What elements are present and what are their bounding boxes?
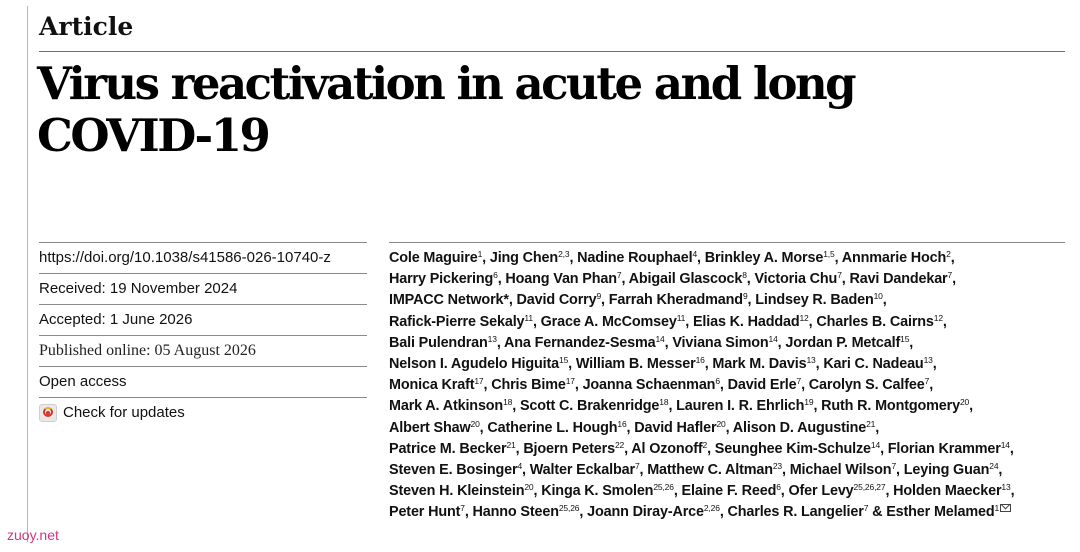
author-affiliation[interactable]: 17 [565,376,575,387]
authors-rule [389,242,1065,243]
author-name[interactable]: Catherine L. Hough [487,419,618,436]
author-affiliation[interactable]: 11 [524,312,533,323]
author-name[interactable]: Lindsey R. Baden [755,292,874,309]
author-name[interactable]: Lauren I. R. Ehrlich [676,398,805,415]
author-name[interactable]: David Erle [727,377,797,394]
author-affiliation[interactable]: 20 [524,482,534,493]
author-name[interactable]: Kari C. Nadeau [823,356,924,373]
author-affiliation[interactable]: 4 [692,249,698,259]
author-affiliation[interactable]: 22 [614,439,625,450]
author-affiliation[interactable]: 2,26 [703,503,720,514]
author-line: Peter Hunt$^7$, Hanno Steen$^{25,26}$, Joann Diray-Arce$^{2,26}$, Charles R. Langelier$^7$ & Esther Melamed$^1$ [389,502,1079,523]
author-affiliation[interactable]: 19 [804,397,814,408]
author-line: Rafick-Pierre Sekaly$^{11}$, Grace A. McComsey$^{11}$, Elias K. Haddad$^{12}$, Charles B. Cairns$^{12}$, [389,312,947,330]
author-line: IMPACC Network*, David Corry$^9$, Farrah Kheradmand$^9$, Lindsey R. Baden$^{10}$, [389,291,887,309]
watermark: zuoy.net [7,527,59,543]
author-name[interactable]: Walter Eckalbar [529,462,635,479]
published-date: Published online: 05 August 2026 [39,342,256,359]
author-name[interactable]: Hanno Steen [472,504,559,521]
author-line: Albert Shaw$^{20}$, Catherine L. Hough$^{16}$, David Hafler$^{20}$, Alison D. Augustine$^{21}$, [389,418,880,436]
article-type-label: Article [39,12,134,41]
author-affiliation[interactable]: 7 [616,270,622,281]
author-name[interactable]: Leying Guan [903,462,990,479]
author-affiliation[interactable]: 12 [799,312,809,323]
doi-row [39,242,367,273]
author-name[interactable]: Ana Fernandez-Sesma [503,334,656,351]
author-affiliation[interactable]: 15 [559,355,569,366]
accepted-row [39,304,367,335]
author-line: Harry Pickering$^6$, Hoang Van Phan$^7$, Abigail Glascock$^8$, Victoria Chu$^7$, Ravi Dandekar$^7$, [389,270,956,288]
author-affiliation[interactable]: 16 [695,355,705,366]
author-name[interactable]: Steven H. Kleinstein [389,483,525,500]
author-name[interactable]: Mark M. Davis [712,356,807,373]
author-affiliation[interactable]: 8 [742,270,747,281]
author-affiliation[interactable]: 21 [506,439,516,450]
author-affiliation[interactable]: 1 [994,503,1000,514]
author-name[interactable]: Viviana Simon [672,334,769,351]
author-name[interactable]: Brinkley A. Morse [704,250,824,266]
author-name[interactable]: Rafick-Pierre Sekaly [389,313,525,330]
author-affiliation[interactable]: 7 [947,270,953,281]
author-name[interactable]: Farrah Kheradmand [608,292,743,309]
author-name[interactable]: Nadine Rouphael [577,250,693,266]
author-name[interactable]: Grace A. McComsey [540,313,677,330]
open-access-label: Open access [39,373,127,390]
author-name[interactable]: IMPACC Network* [389,292,509,309]
author-name[interactable]: Alison D. Augustine [732,419,867,436]
author-name[interactable]: Elias K. Haddad [692,313,800,330]
check-updates-icon[interactable] [39,404,57,422]
author-affiliation[interactable]: 7 [634,461,640,472]
author-name[interactable]: Steven E. Bosinger [389,462,518,479]
author-affiliation[interactable]: 7 [460,503,465,514]
mail-icon[interactable] [1000,504,1011,512]
author-affiliation[interactable]: 18 [659,397,669,408]
author-line: Patrice M. Becker$^{21}$, Bjoern Peters$^{22}$, Al Ozonoff$^2$, Seunghee Kim-Schulze$^{14}$, Florian Krammer$^{14}$, [389,439,1014,457]
author-affiliation[interactable]: 16 [617,418,627,429]
author-affiliation[interactable]: 7 [891,461,897,472]
header-rule [39,51,1065,52]
author-name[interactable]: Charles R. Langelier [727,504,864,521]
author-affiliation[interactable]: 2 [946,249,951,259]
author-affiliation[interactable]: 15 [900,333,910,344]
author-name[interactable]: Jordan P. Metcalf [785,334,901,351]
author-affiliation[interactable]: 13 [1001,482,1011,493]
author-name[interactable]: Abigail Glascock [628,271,743,288]
author-name[interactable]: Peter Hunt [389,504,461,521]
author-affiliation[interactable]: 14 [655,333,665,344]
author-affiliation[interactable]: 14 [870,439,881,450]
received-date: Received: 19 November 2024 [39,280,238,297]
author-affiliation[interactable]: 20 [470,418,480,429]
author-name[interactable]: Scott C. Brakenridge [519,398,660,415]
author-name[interactable]: Hoang Van Phan [505,271,617,288]
author-affiliation[interactable]: 13 [923,355,933,366]
author-line: Monica Kraft$^{17}$, Chris Bime$^{17}$, Joanna Schaenman$^6$, David Erle$^7$, Carolyn S. Calfee$^7$, [389,376,934,394]
author-name[interactable]: Joanna Schaenman [582,377,716,394]
author-name[interactable]: Matthew C. Altman [647,462,773,479]
author-name[interactable]: Florian Krammer [887,440,1001,457]
author-list [389,248,1079,524]
author-affiliation[interactable]: 21 [866,418,876,429]
author-affiliation[interactable]: 9 [596,291,602,302]
author-affiliation[interactable]: 7 [796,376,802,387]
author-affiliation[interactable]: 6 [493,270,498,281]
author-affiliation[interactable]: 13 [806,355,816,366]
author-name[interactable]: Albert Shaw [389,419,471,436]
author-name[interactable]: Elaine F. Reed [681,483,777,500]
author-affiliation[interactable]: 7 [924,376,930,387]
author-name[interactable]: Kinga K. Smolen [541,483,654,500]
received-row [39,273,367,304]
author-affiliation[interactable]: 1 [477,249,483,259]
author-affiliation[interactable]: 23 [772,461,783,472]
author-affiliation[interactable]: 24 [989,461,999,472]
author-name[interactable]: Seunghee Kim-Schulze [714,440,871,457]
author-name[interactable]: Esther Melamed [886,504,995,521]
author-line: Steven H. Kleinstein$^{20}$, Kinga K. Smolen$^{25,26}$, Elaine F. Reed$^6$, Ofer Levy$^{25,26,27}$, Holden Maecker$^{13}$, [389,482,1015,500]
title-line-1: Virus reactivation in acute and long [37,57,855,110]
article-title [37,58,1037,162]
author-name[interactable]: Bjoern Peters [523,440,615,457]
author-name[interactable]: Charles B. Cairns [816,313,934,330]
accepted-date: Accepted: 1 June 2026 [39,311,193,328]
author-line: Mark A. Atkinson$^{18}$, Scott C. Brakenridge$^{18}$, Lauren I. R. Ehrlich$^{19}$, Ruth R. Montgomery$^{20}$, [389,397,973,415]
author-name[interactable]: David Hafler [634,419,717,436]
author-affiliation[interactable]: 20 [716,418,726,429]
author-affiliation[interactable]: 4 [517,461,523,472]
author-name[interactable]: Annmarie Hoch [841,250,947,266]
author-affiliation[interactable]: 17 [474,376,484,387]
doi-link[interactable]: https://doi.org/10.1038/s41586-026-10740-z [39,249,331,266]
author-affiliation[interactable]: 14 [1000,439,1010,450]
author-affiliation[interactable]: 2 [702,439,708,450]
author-name[interactable]: Michael Wilson [789,462,892,479]
article-metadata [39,242,367,428]
author-affiliation[interactable]: 18 [503,397,513,408]
author-affiliation[interactable]: 10 [873,291,883,302]
author-name[interactable]: Cole Maguire [389,250,478,266]
author-line: Cole Maguire$^1$, Jing Chen$^{2,3}$, Nadine Rouphael$^4$, Brinkley A. Morse$^{1,5}$, Annmarie Hoch$^2$, [389,249,955,266]
author-affiliation[interactable]: 12 [933,312,943,323]
author-name[interactable]: Al Ozonoff [631,440,703,457]
author-line: Nelson I. Agudelo Higuita$^{15}$, William B. Messer$^{16}$, Mark M. Davis$^{13}$, Kari C. Nadeau$^{13}$, [389,355,937,373]
author-affiliation[interactable]: 25,26 [558,503,580,514]
author-affiliation[interactable]: 25,26 [653,482,674,493]
check-updates-row[interactable] [39,397,367,428]
author-name[interactable]: David Corry [516,292,597,309]
author-affiliation[interactable]: 13 [487,333,497,344]
author-affiliation[interactable]: 6 [776,482,781,493]
title-line-2: COVID-19 [37,109,269,162]
author-name[interactable]: Carolyn S. Calfee [808,377,925,394]
author-name[interactable]: Jing Chen [489,250,559,266]
author-line: Steven E. Bosinger$^4$, Walter Eckalbar$^7$, Matthew C. Altman$^{23}$, Michael Wilson$^7$, Leying Guan$^{24}$, [389,461,1003,479]
author-affiliation[interactable]: 25,26,27 [853,482,886,493]
open-access-row [39,366,367,397]
author-name[interactable]: Monica Kraft [389,377,475,394]
author-name[interactable]: William B. Messer [575,356,696,373]
author-name[interactable]: Bali Pulendran [389,334,488,351]
left-margin-rule [27,6,28,542]
author-affiliation[interactable]: 20 [959,397,970,408]
author-affiliation[interactable]: 9 [742,291,748,302]
author-name[interactable]: Nelson I. Agudelo Higuita [389,356,560,373]
author-affiliation[interactable]: 2,3 [558,249,570,259]
author-name[interactable]: Ofer Levy [788,483,854,500]
author-name[interactable]: Ravi Dandekar [849,271,948,288]
author-affiliation[interactable]: 11 [676,312,686,323]
author-name[interactable]: Mark A. Atkinson [389,398,504,415]
author-affiliation[interactable]: 6 [715,376,720,387]
published-row [39,335,367,366]
check-updates-link[interactable]: Check for updates [63,404,185,421]
author-affiliation[interactable]: 7 [837,270,842,281]
author-name[interactable]: Joann Diray-Arce [587,504,704,521]
author-affiliation[interactable]: 1,5 [823,249,835,259]
author-line: Bali Pulendran$^{13}$, Ana Fernandez-Sesma$^{14}$, Viviana Simon$^{14}$, Jordan P. Metcalf$^{15}$, [389,333,914,351]
author-name[interactable]: Harry Pickering [389,271,494,288]
author-name[interactable]: Chris Bime [491,377,566,394]
author-name[interactable]: Ruth R. Montgomery [821,398,960,415]
author-affiliation[interactable]: 7 [863,503,869,514]
author-name[interactable]: Patrice M. Becker [389,440,507,457]
author-final-separator: & [868,504,887,521]
author-affiliation[interactable]: 14 [768,333,778,344]
author-name[interactable]: Holden Maecker [893,483,1002,500]
author-name[interactable]: Victoria Chu [754,271,838,288]
